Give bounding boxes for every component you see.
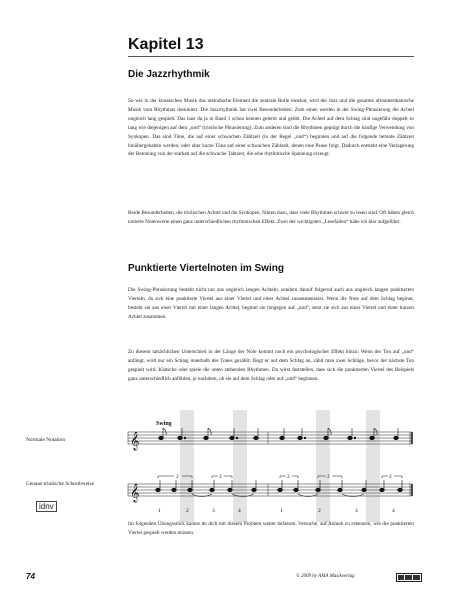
beat-count: 1 <box>158 508 161 514</box>
beat-count: 3 <box>355 508 358 514</box>
beat-count: 2 <box>318 508 321 514</box>
label-triolische-schreibweise: Genaue triolische Schreibweise <box>26 481 94 487</box>
beat-count: 1 <box>280 508 283 514</box>
beat-count: 4 <box>238 508 241 514</box>
triplet-mark: 3 <box>287 475 290 480</box>
paragraph-punktierte-2: Zu diesem tatsächlichen Unterschied in der Länge der Note kommt noch ein psychologischer Effekt hinzu: Wenn der Ton auf „und“ anfängt, wird nur ein Schlag innerhalb des Tones gezählt; fängt er auf dem Schlag an, zählt man zwei Schläge, bevor der nächste Ton gespielt wird. Klatsche oder spiele die unten stehenden Rhythmen. Du wirst feststellen, dass sich die punktierten Viertel des Beispiels ganz unterschiedlich anfühlen, je nachdem, ob sie auf dem Schlag oder auf „und“ beginnen. <box>128 349 414 382</box>
page-number: 74 <box>26 572 35 581</box>
swing-tempo-label: Swing <box>156 421 172 427</box>
beat-count: 3 <box>212 508 215 514</box>
watermark-stamp: idnv <box>36 501 57 512</box>
publisher-logo-icon <box>396 573 422 582</box>
section-heading-jazzrhythmik: Die Jazzrhythmik <box>128 69 210 80</box>
triplet-mark: 3 <box>219 475 222 480</box>
section-heading-punktierte-viertel: Punktierte Viertelnoten im Swing <box>128 263 284 274</box>
triplet-mark: 3 <box>389 475 392 480</box>
paragraph-punktierte-1: Die Swing-Phrasierung besteht nicht nur aus ungleich langen Achteln, sondern darauf folgernd auch aus ungleich langen punktierten Vierteln, da sich eine punktierte Viertel aus einer Viertel und einer Achtel zusammensetzt. Wenn die Note auf dem Schlag beginnt, besteht sie aus einer Viertel mit einer langen Achtel, beginnt sie hingegen auf „und“, setzt sie sich aus einer Viertel und einer kurzen Achtel zusammen. <box>128 287 414 320</box>
treble-clef-icon-2: 𝄞 <box>130 483 140 502</box>
paragraph-uebungsstueck: Im folgenden Übungsstück kannst du dich mit diesem Problem weiter befassen. Versuche, auf Anhieb zu erkennen, wie die punktierten Viertel gespielt werden müssen. <box>128 521 414 536</box>
triplet-mark: 3 <box>176 475 179 480</box>
paragraph-jazzrhythmik-1: So wie in der klassischen Musik das melodische Element die zentrale Rolle innehat, wird der Jazz und die gesamte afroamerikanische Musik vom Rhythmus dominiert. Die Jazzrhythmik hat zwei Besonderheiten: Zum einen werden in der Swing-Phrasierung die Achtel ungleich lang gespielt. Das hast du ja in Band 1 schon kennen gelernt und geübt. Die Achtel auf dem Schlag sind ungefähr doppelt so lang wie diejenigen auf dem „und“ (triolische Phrasierung). Zum anderen sind die Rhythmen geprägt durch die häufige Verwendung von Synkopen. Das sind Töne, die auf einer schwachen Zählzeit (in der Regel „und“) beginnen und auf die folgende betonte Zählzeit hinübergehalten werden; oder aber kurze Töne auf einer schwachen Zählzeit, denen eine Pause folgt. Dadurch entsteht eine Verlagerung der Betonung von der starken auf die schwache Taktzeit, die eine rhythmische Spannung erzeugt. <box>128 98 414 158</box>
copyright-notice: © 2009 by AMA Musikverlag <box>296 574 355 579</box>
treble-clef-icon: 𝄞 <box>130 431 140 450</box>
beat-count: 4 <box>392 508 395 514</box>
paragraph-jazzrhythmik-2: Beide Besonderheiten, die triolischen Achtel und die Synkopen, führen dazu, dass viele Rhythmen schwer zu lesen sind. Oft haben gleich notierte Notenwerte einen ganz unterschiedlichen rhythmischen Effekt. Zwei der wichtigsten „Lesefallen“ habe ich hier aufgeführt. <box>128 210 414 225</box>
label-normale-notation: Normale Notation <box>26 437 66 443</box>
triplet-mark: 3 <box>327 475 330 480</box>
triplet-brackets <box>158 476 402 478</box>
beat-highlight-bands <box>180 410 380 522</box>
chapter-title: Kapitel 13 <box>128 36 204 53</box>
beat-count: 2 <box>186 508 189 514</box>
